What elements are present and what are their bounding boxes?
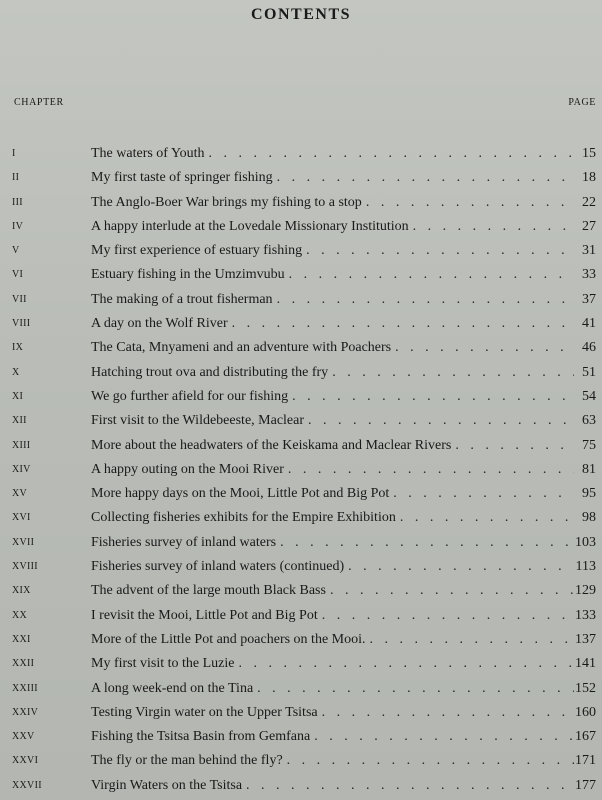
chapter-entry [91,191,574,215]
chapter-title: More of the Little Pot and poachers on the Mooi. [91,631,366,647]
toc-entry [0,361,602,385]
toc-entry [0,749,602,773]
chapter-entry [91,263,574,287]
toc-entry [0,555,602,579]
toc-entry [0,701,602,725]
chapter-title: Fisheries survey of inland waters [91,534,277,550]
chapter-number: IX [12,342,24,354]
chapter-title: The Cata, Mnyameni and an adventure with Poachers [91,340,392,356]
chapter-number: VIII [12,318,31,330]
dot-leader [348,555,574,579]
chapter-entry [91,652,574,676]
page-number: 54 [582,388,596,404]
page-number: 171 [575,753,596,769]
chapter-entry [91,482,574,506]
dot-leader [322,701,574,725]
chapter-title: Hatching trout ova and distributing the fry [91,364,329,380]
chapter-entry [91,409,574,433]
chapter-entry [91,434,574,458]
page-number: 18 [582,170,596,186]
page-number: 103 [575,534,596,550]
toc-entry [0,239,602,263]
dot-leader [370,628,575,652]
page-number: 152 [575,680,596,696]
dot-leader [287,749,574,773]
chapter-number: XVII [12,536,35,548]
page-number: 113 [575,559,596,575]
chapter-title: Testing Virgin water on the Upper Tsitsa [91,704,318,720]
chapter-number: XIII [12,439,31,451]
chapter-number: XXI [12,633,31,645]
chapter-number: XX [12,609,28,621]
toc-entry [0,652,602,676]
toc-entry [0,506,602,530]
chapter-title: More happy days on the Mooi, Little Pot and Big Pot [91,486,390,502]
chapter-entry [91,239,574,263]
page-number: 75 [582,437,596,453]
chapter-entry [91,701,574,725]
chapter-number: XXV [12,731,35,743]
chapter-entry [91,458,574,482]
page-number: 51 [582,364,596,380]
page-number: 98 [582,510,596,526]
page-column-header: PAGE [568,97,596,108]
dot-leader [209,142,574,166]
page-number: 129 [575,583,596,599]
chapter-entry [91,555,574,579]
dot-leader [332,361,574,385]
page-number: 27 [582,218,596,234]
chapter-title: Collecting fisheries exhibits for the Empire Exhibition [91,510,396,526]
dot-leader [455,434,574,458]
toc-entry [0,628,602,652]
page-number: 133 [575,607,596,623]
chapter-title: More about the headwaters of the Keiskama and Maclear Rivers [91,437,452,453]
toc-entry [0,458,602,482]
chapter-title: The fly or the man behind the fly? [91,753,283,769]
dot-leader [289,263,574,287]
chapter-number: II [12,172,20,184]
chapter-title: The making of a trout fisherman [91,291,273,307]
toc-entry [0,215,602,239]
dot-leader [238,652,574,676]
chapter-entry [91,288,574,312]
chapter-title: Fishing the Tsitsa Basin from Gemfana [91,729,311,745]
chapter-number: X [12,366,20,378]
chapter-entry [91,506,574,530]
dot-leader [292,385,574,409]
toc-entry [0,677,602,701]
chapter-entry [91,361,574,385]
chapter-entry [91,604,574,628]
page-number: 22 [582,194,596,210]
dot-leader [395,336,574,360]
page-number: 37 [582,291,596,307]
toc-entry [0,579,602,603]
table-of-contents [0,142,602,798]
toc-entry [0,142,602,166]
chapter-title: A happy outing on the Mooi River [91,461,284,477]
page-number: 167 [575,729,596,745]
chapter-title: Virgin Waters on the Tsitsa [91,777,243,793]
dot-leader [306,239,574,263]
toc-entry [0,336,602,360]
toc-entry [0,385,602,409]
chapter-entry [91,579,574,603]
chapter-number: XXIV [12,706,39,718]
chapter-number: VI [12,269,24,281]
toc-entry [0,191,602,215]
page-number: 95 [582,486,596,502]
chapter-title: We go further afield for our fishing [91,388,289,404]
chapter-entry [91,677,574,701]
page-number: 141 [575,656,596,672]
chapter-title: My first taste of springer fishing [91,170,273,186]
dot-leader [232,312,574,336]
chapter-number: I [12,148,16,159]
dot-leader [288,458,574,482]
chapter-entry [91,336,574,360]
chapter-number: XXVI [12,755,39,767]
chapter-number: VII [12,293,27,305]
toc-entry [0,409,602,433]
chapter-number: XV [12,488,28,500]
page-title: CONTENTS [250,6,352,23]
toc-entry [0,482,602,506]
page-number: 46 [582,340,596,356]
toc-entry [0,288,602,312]
chapter-number: XIV [12,463,31,475]
dot-leader [280,531,574,555]
chapter-column-header: CHAPTER [14,97,64,108]
dot-leader [277,288,574,312]
page-number: 41 [582,316,596,332]
chapter-number: XIX [12,585,31,597]
chapter-title: The waters of Youth [91,146,205,161]
page-number: 81 [582,461,596,477]
chapter-number: IV [12,220,24,232]
chapter-entry [91,385,574,409]
chapter-title: A happy interlude at the Lovedale Missionary Institution [91,218,409,234]
chapter-entry [91,215,574,239]
toc-entry [0,263,602,287]
chapter-entry [91,628,574,652]
chapter-number: XXIII [12,682,38,694]
chapter-number: III [12,196,23,208]
chapter-number: V [12,245,20,257]
chapter-number: XII [12,415,27,427]
page-number: 160 [575,704,596,720]
toc-entry [0,725,602,749]
chapter-title: The Anglo-Boer War brings my fishing to a stop [91,194,362,210]
chapter-entry [91,312,574,336]
toc-entry [0,774,602,798]
chapter-title: I revisit the Mooi, Little Pot and Big Pot [91,607,318,623]
chapter-entry [91,531,574,555]
page-number: 33 [582,267,596,283]
chapter-title: A day on the Wolf River [91,316,228,332]
toc-entry [0,166,602,190]
dot-leader [308,409,574,433]
chapter-title: Estuary fishing in the Umzimvubu [91,267,285,283]
chapter-title: My first visit to the Luzie [91,656,235,672]
chapter-entry [91,166,574,190]
chapter-title: First visit to the Wildebeeste, Maclear [91,413,305,429]
chapter-entry [91,142,574,166]
dot-leader [257,677,574,701]
chapter-title: The advent of the large mouth Black Bass [91,583,326,599]
chapter-entry [91,774,574,798]
dot-leader [400,506,574,530]
chapter-number: XXVII [12,779,42,791]
toc-entry [0,604,602,628]
dot-leader [246,774,574,798]
chapter-number: XXII [12,658,35,670]
chapter-title: A long week-end on the Tina [91,680,254,696]
page-number: 31 [582,243,596,259]
chapter-title: My first experience of estuary fishing [91,243,303,259]
page-number: 15 [582,146,596,161]
chapter-number: XI [12,390,24,402]
dot-leader [393,482,574,506]
chapter-number: XVI [12,512,31,524]
page-number: 137 [575,631,596,647]
dot-leader [314,725,574,749]
dot-leader [413,215,574,239]
dot-leader [277,166,574,190]
toc-entry [0,312,602,336]
toc-entry [0,531,602,555]
page-number: 63 [582,413,596,429]
dot-leader [322,604,574,628]
chapter-entry [91,749,574,773]
page-number: 177 [575,777,596,793]
dot-leader [330,579,574,603]
chapter-number: XVIII [12,561,38,573]
dot-leader [366,191,574,215]
chapter-entry [91,725,574,749]
chapter-title: Fisheries survey of inland waters (continued) [91,559,345,575]
toc-entry [0,434,602,458]
